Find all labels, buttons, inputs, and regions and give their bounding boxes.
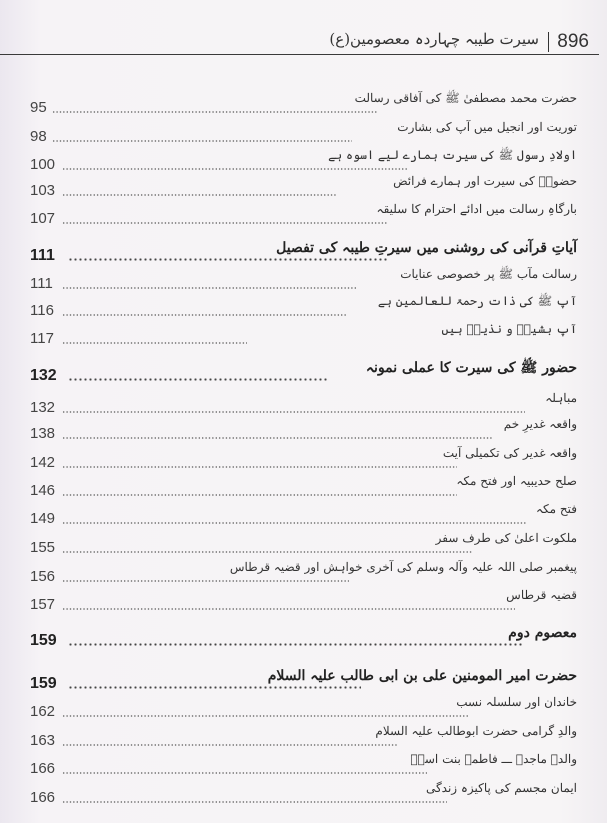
toc-page-number: 166: [30, 789, 56, 806]
toc-page-number: 159: [30, 632, 57, 649]
header-divider: [548, 32, 550, 52]
toc-title: آپ ﷺ کی ذات رحمۃ للعالمین ہے: [377, 294, 577, 308]
toc-page-number: 157: [30, 596, 56, 613]
dot-leader: [62, 551, 472, 553]
toc-page-number: 155: [30, 539, 56, 556]
toc-title: توریت اور انجیل میں آپ کی بشارت: [397, 120, 577, 134]
dot-leader: [62, 437, 492, 439]
dot-leader: [62, 342, 247, 344]
toc-title: حضور ﷺ کی سیرت کا عملی نمونہ: [365, 360, 577, 376]
toc-entry: [30, 469, 577, 499]
toc-page-number: 132: [30, 367, 57, 384]
book-title: سیرت طیبہ چہاردہ معصومین(ع): [329, 30, 539, 48]
dot-leader: [62, 744, 397, 746]
dot-leader: [62, 715, 469, 717]
toc-title: آپ بشیرؐ و نذیرؐ ہیں: [441, 322, 577, 336]
dot-leader: [62, 772, 427, 774]
toc-title: فتح مکہ: [535, 502, 577, 516]
toc-title: والدِ گرامی حضرت ابوطالب علیہ السلام: [375, 724, 577, 738]
running-header: [0, 28, 599, 55]
toc-title: حضرت امیر المومنین علی بن ابی طالب علیہ السلام: [267, 668, 577, 684]
toc-page-number: 103: [30, 182, 56, 199]
toc-entry: [30, 776, 577, 806]
toc-page-number: 116: [30, 302, 54, 319]
toc-entry: [30, 555, 577, 585]
toc-title: ایمان مجسم کی پاکیزہ زندگی: [425, 781, 577, 795]
toc-title: معصوم دوم: [508, 625, 577, 641]
dot-leader: [62, 801, 447, 803]
toc-page-number: 98: [30, 128, 47, 145]
toc-page-number: 146: [30, 482, 56, 499]
toc-page-number: 149: [30, 510, 56, 527]
toc-title: ملکوت اعلیٰ کی طرف سفر: [435, 531, 577, 545]
toc-title: قضیہ قرطاس: [506, 588, 577, 602]
toc-entry: [30, 583, 577, 613]
toc-entry: [30, 169, 577, 199]
toc-title: واقعہ غدیر کی تکمیلی آیت: [442, 446, 577, 460]
toc-page-number: 111: [30, 275, 53, 292]
dot-leader: [68, 686, 361, 689]
toc-title: پیغمبر صلی اللہ علیہ وآلہ وسلم کی آخری خواہش اور قضیہ قرطاس: [229, 560, 577, 574]
toc-page-number: 107: [30, 210, 56, 227]
dot-leader: [52, 111, 377, 113]
toc-entry: [30, 289, 577, 319]
dot-leader: [62, 222, 387, 224]
toc-title: اولادِ رسول ﷺ کی سیرت ہمارے لیے اسوہ ہے: [328, 148, 577, 162]
toc-entry: [30, 86, 577, 116]
toc-title: آیاتِ قرآنی کی روشنی میں سیرتِ طیبہ کی تفصیل: [276, 240, 577, 256]
toc-heading: [30, 619, 577, 649]
toc-title: واقعہ غدیرِ خم: [503, 417, 577, 431]
toc-title: صلح حدیبیہ اور فتح مکہ: [456, 474, 577, 488]
toc-title: بارگاہِ رسالت میں ادائے احترام کا سلیقہ: [376, 202, 577, 216]
toc-entry: [30, 262, 577, 292]
toc-entry: [30, 747, 577, 777]
toc-entry: [30, 497, 577, 527]
toc-page-number: 163: [30, 732, 56, 749]
toc-title: رسالت مآب ﷺ پر خصوصی عنایات: [400, 267, 577, 281]
toc-heading: [30, 662, 577, 692]
toc-heading: [30, 354, 577, 384]
toc-page-number: 117: [30, 330, 54, 347]
dot-leader: [62, 466, 457, 468]
toc-title: حضورؐ کی سیرت اور ہمارے فرائض: [393, 174, 577, 188]
toc-title: حضرت محمد مصطفیٰ ﷺ کی آفاقی رسالت: [354, 91, 577, 105]
toc-page-number: 111: [30, 247, 55, 264]
toc-page-number: 166: [30, 760, 56, 777]
toc-page-number: 142: [30, 454, 56, 471]
dot-leader: [62, 314, 347, 316]
toc-page-number: 159: [30, 675, 57, 692]
toc-page-number: 132: [30, 399, 56, 416]
dot-leader: [62, 194, 337, 196]
toc-page-number: 95: [30, 99, 47, 116]
toc-title: مباہلہ: [545, 391, 577, 405]
toc-title: والدہ ماجدہ ـــ فاطمہ بنت اسدؑ: [410, 752, 577, 766]
dot-leader: [68, 378, 327, 381]
toc-title: خاندان اور سلسلہ نسب: [456, 695, 577, 709]
toc-entry: [30, 115, 577, 145]
dot-leader: [52, 140, 352, 142]
toc-page-number: 138: [30, 425, 56, 442]
toc-entry: [30, 317, 577, 347]
toc-entry: [30, 412, 577, 442]
toc-page-number: 100: [30, 156, 56, 173]
toc-entry: [30, 690, 577, 720]
dot-leader: [68, 643, 522, 646]
dot-leader: [62, 608, 515, 610]
toc-heading: [30, 234, 577, 264]
dot-leader: [62, 522, 527, 524]
toc-entry: [30, 526, 577, 556]
toc-page-number: 156: [30, 568, 56, 585]
toc-entry: [30, 441, 577, 471]
dot-leader: [68, 258, 387, 261]
toc-page-number: 162: [30, 703, 56, 720]
page-number: 896: [557, 31, 589, 52]
toc-entry: [30, 197, 577, 227]
dot-leader: [62, 580, 349, 582]
toc-entry: [30, 719, 577, 749]
dot-leader: [62, 494, 457, 496]
